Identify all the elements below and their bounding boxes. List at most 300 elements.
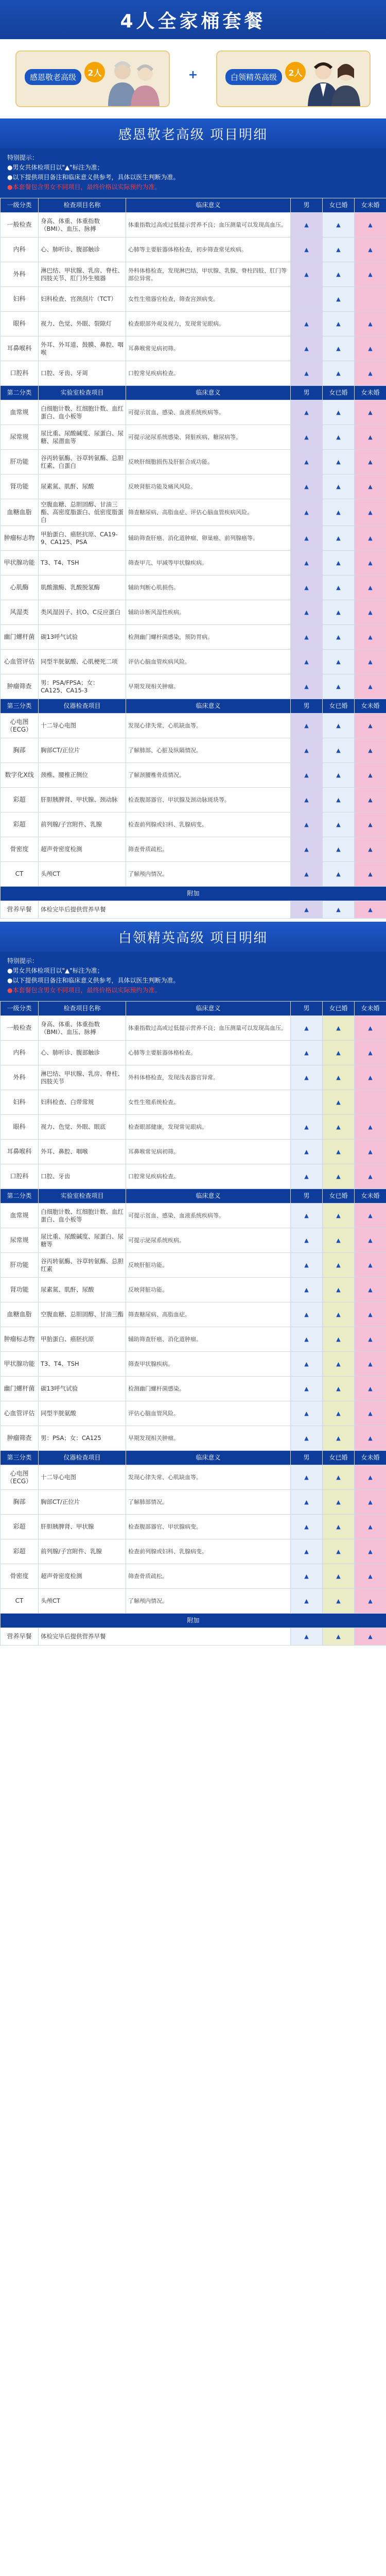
row-clinical-meaning: 检查眼部外观及视力，发现常见眼病。 [126, 312, 291, 336]
section-title: 感恩敬老高级 项目明细 [118, 127, 268, 143]
col-header: 一级分类 [1, 1002, 39, 1016]
note-line: ●男女共体检项目以"▲"标注为准； [7, 967, 103, 974]
row-clinical-meaning: 筛查糖尿病、高脂血症。 [126, 1302, 291, 1327]
row-clinical-meaning: 发现心律失常、心肌缺血等。 [126, 714, 291, 738]
col-header: 女已婚 [323, 1002, 355, 1016]
row-category: 肾功能 [1, 474, 39, 499]
male-mark: ▲ [291, 812, 323, 837]
female-unmarried-mark: ▲ [355, 1302, 386, 1327]
row-item: 胸部CT/正位片 [39, 1490, 126, 1515]
female-unmarried-mark: ▲ [355, 312, 386, 336]
row-clinical-meaning: 了解颅内情况。 [126, 1589, 291, 1614]
row-clinical-meaning: 可提示泌尿系统疾病。 [126, 1228, 291, 1253]
table-row [1, 1539, 386, 1564]
row-category: 妇科 [1, 1090, 39, 1115]
female-married-mark: ▲ [323, 1164, 355, 1189]
row-category: 肝功能 [1, 1253, 39, 1278]
table-row [1, 1490, 386, 1515]
female-married-mark: ▲ [323, 361, 355, 386]
female-unmarried-mark: ▲ [355, 336, 386, 361]
female-married-mark: ▲ [323, 1327, 355, 1352]
table-row [1, 213, 386, 238]
table-row [1, 262, 386, 287]
table-row [1, 575, 386, 600]
row-category: 眼科 [1, 312, 39, 336]
row-clinical-meaning: 体重指数过高或过低提示营养不良；血压测量可以发现高血压。 [126, 213, 291, 238]
male-mark: ▲ [291, 1253, 323, 1278]
table-row [1, 474, 386, 499]
female-unmarried-mark: ▲ [355, 837, 386, 862]
female-married-mark: ▲ [323, 788, 355, 812]
table-row [1, 526, 386, 551]
female-married-mark: ▲ [323, 474, 355, 499]
female-married-mark: ▲ [323, 600, 355, 625]
female-unmarried-mark: ▲ [355, 1352, 386, 1377]
row-category: 彩超 [1, 788, 39, 812]
female-unmarried-mark: ▲ [355, 674, 386, 699]
female-married-mark: ▲ [323, 450, 355, 474]
female-unmarried-mark: ▲ [355, 1115, 386, 1140]
row-category: 一般检查 [1, 213, 39, 238]
table-row [1, 551, 386, 575]
person-count-badge: 2人 [285, 62, 306, 82]
male-mark: ▲ [291, 1228, 323, 1253]
col-header: 实验室检查项目 [39, 1189, 126, 1204]
col-header: 仪器检查项目 [39, 1451, 126, 1465]
table-row [1, 788, 386, 812]
col-header: 男 [291, 699, 323, 714]
female-married-mark: ▲ [323, 862, 355, 887]
row-category: 心血管评估 [1, 1401, 39, 1426]
female-unmarried-mark: ▲ [355, 400, 386, 425]
col-header: 女已婚 [323, 699, 355, 714]
female-unmarried-mark: ▲ [355, 474, 386, 499]
note-line-red: ●本套餐包含男女不同项目，最终价格以实际预约为准。 [7, 987, 161, 994]
female-unmarried-mark: ▲ [355, 1041, 386, 1065]
row-category: 尿常规 [1, 1228, 39, 1253]
row-item: 身高、体重、体重指数（BMI）、血压、脉搏 [39, 213, 126, 238]
row-category: CT [1, 862, 39, 887]
row-clinical-meaning: 筛查糖尿病、高脂血症、评估心脑血管疾病风险。 [126, 499, 291, 526]
female-married-mark: ▲ [323, 837, 355, 862]
section-title-bar [0, 922, 386, 952]
extra-header: 附加 [1, 887, 386, 901]
female-married-mark: ▲ [323, 901, 355, 919]
col-header: 临床意义 [126, 1451, 291, 1465]
row-item: 同型半胱氨酸、心肌梗死二项 [39, 650, 126, 674]
male-mark: ▲ [291, 600, 323, 625]
banner-title: 4人全家桶套餐 [120, 10, 266, 32]
row-category: 外科 [1, 1065, 39, 1090]
row-item: 口腔、牙齿、牙周 [39, 361, 126, 386]
row-category: 血常规 [1, 400, 39, 425]
package-card-white-collar[interactable] [216, 50, 371, 107]
row-category: 肾功能 [1, 1278, 39, 1302]
female-married-mark: ▲ [323, 238, 355, 262]
section-title: 白领精英高级 项目明细 [118, 930, 268, 946]
note-line: 特别提示： [7, 154, 39, 161]
male-mark: ▲ [291, 862, 323, 887]
table-row [1, 650, 386, 674]
female-married-mark: ▲ [323, 1628, 355, 1646]
female-unmarried-mark: ▲ [355, 1426, 386, 1451]
female-unmarried-mark: ▲ [355, 1278, 386, 1302]
row-item: 头颅CT [39, 1589, 126, 1614]
female-unmarried-mark: ▲ [355, 1204, 386, 1228]
female-unmarried-mark: ▲ [355, 1539, 386, 1564]
female-unmarried-mark: ▲ [355, 1164, 386, 1189]
row-clinical-meaning: 口腔常见疾病检查。 [126, 1164, 291, 1189]
row-item: 视力、色觉、外眼、裂隙灯 [39, 312, 126, 336]
row-item: 口腔、牙齿 [39, 1164, 126, 1189]
female-married-mark: ▲ [323, 526, 355, 551]
female-married-mark: ▲ [323, 400, 355, 425]
row-item: 头颅CT [39, 862, 126, 887]
row-clinical-meaning: 可提示泌尿系统感染、肾脏疾病、糖尿病等。 [126, 425, 291, 450]
table-row [1, 812, 386, 837]
row-item: 空腹血糖、总胆固醇、甘油三酯、高密度脂蛋白、低密度脂蛋白 [39, 499, 126, 526]
female-married-mark: ▲ [323, 1090, 355, 1115]
row-item: 体检完毕后提供营养早餐 [39, 1628, 291, 1646]
row-clinical-meaning: 外科体格检查，发现淋巴结、甲状腺、乳腺、脊柱四肢、肛门等部位异常。 [126, 262, 291, 287]
table-row [1, 238, 386, 262]
col-header: 女未婚 [355, 1189, 386, 1204]
table-row [1, 600, 386, 625]
row-item: T3、T4、TSH [39, 1352, 126, 1377]
table-row [1, 1041, 386, 1065]
female-unmarried-mark: ▲ [355, 1589, 386, 1614]
female-unmarried-mark: ▲ [355, 361, 386, 386]
female-unmarried-mark: ▲ [355, 575, 386, 600]
col-header: 一级分类 [1, 198, 39, 213]
table-row [1, 1628, 386, 1646]
row-clinical-meaning: 检测幽门螺杆菌感染。 [126, 1377, 291, 1401]
table-row [1, 1377, 386, 1401]
table-row [1, 1278, 386, 1302]
page-banner [0, 0, 386, 39]
col-header: 第三分类 [1, 699, 39, 714]
table-row [1, 625, 386, 650]
female-unmarried-mark: ▲ [355, 1515, 386, 1539]
row-item: 空腹血糖、总胆固醇、甘油三酯 [39, 1302, 126, 1327]
female-married-mark: ▲ [323, 1016, 355, 1041]
col-header: 女未婚 [355, 386, 386, 400]
male-mark: ▲ [291, 674, 323, 699]
table-row [1, 1327, 386, 1352]
table-row [1, 1426, 386, 1451]
row-category: 血糖血脂 [1, 499, 39, 526]
row-category: 口腔科 [1, 1164, 39, 1189]
female-married-mark: ▲ [323, 1589, 355, 1614]
row-category: 数字化X线 [1, 763, 39, 788]
note-line: ●以下提供项目备注和临床意义供参考，具体以医生判断为准。 [7, 977, 180, 984]
row-clinical-meaning: 耳鼻喉常见病初筛。 [126, 336, 291, 361]
row-item: 淋巴结、甲状腺、乳房、脊柱、四肢关节、肛门外生殖器 [39, 262, 126, 287]
row-clinical-meaning: 检查眼部健康，发现常见眼病。 [126, 1115, 291, 1140]
female-married-mark: ▲ [323, 1352, 355, 1377]
col-header: 临床意义 [126, 1189, 291, 1204]
female-married-mark: ▲ [323, 336, 355, 361]
table-row [1, 1228, 386, 1253]
table-row [1, 1465, 386, 1490]
col-header: 女已婚 [323, 198, 355, 213]
table-row [1, 714, 386, 738]
female-unmarried-mark: ▲ [355, 625, 386, 650]
col-header: 男 [291, 198, 323, 213]
row-category: 肿瘤标志物 [1, 526, 39, 551]
female-married-mark: ▲ [323, 1426, 355, 1451]
female-married-mark: ▲ [323, 812, 355, 837]
row-clinical-meaning: 检查前列腺或妇科、乳腺病变。 [126, 1539, 291, 1564]
female-unmarried-mark: ▲ [355, 812, 386, 837]
row-item: 肌酸激酶、乳酸脱氢酶 [39, 575, 126, 600]
col-header: 男 [291, 1002, 323, 1016]
male-mark: ▲ [291, 788, 323, 812]
row-clinical-meaning: 检查前列腺或妇科、乳腺病变。 [126, 812, 291, 837]
row-clinical-meaning: 外科体格检查，发现浅表器官异常。 [126, 1065, 291, 1090]
table-row [1, 1352, 386, 1377]
col-header: 女已婚 [323, 386, 355, 400]
row-clinical-meaning: 反映肾脏功能及痛风风险。 [126, 474, 291, 499]
male-mark: ▲ [291, 1401, 323, 1426]
row-item: 尿比重、尿酸碱度、尿蛋白、尿糖等 [39, 1228, 126, 1253]
row-item: 视力、色觉、外眼、眼底 [39, 1115, 126, 1140]
row-item: 十二导心电图 [39, 714, 126, 738]
male-mark: ▲ [291, 450, 323, 474]
female-unmarried-mark: ▲ [355, 1016, 386, 1041]
note-line: 特别提示： [7, 957, 39, 964]
package-card-label: 白领精英高级 [225, 69, 282, 85]
female-unmarried-mark [355, 1090, 386, 1115]
male-mark: ▲ [291, 1204, 323, 1228]
table-row [1, 1140, 386, 1164]
male-mark: ▲ [291, 361, 323, 386]
female-married-mark: ▲ [323, 1228, 355, 1253]
male-mark: ▲ [291, 1564, 323, 1589]
female-married-mark: ▲ [323, 499, 355, 526]
extra-header: 附加 [1, 1614, 386, 1628]
row-category: 肝功能 [1, 450, 39, 474]
female-married-mark: ▲ [323, 425, 355, 450]
table-row [1, 1253, 386, 1278]
female-unmarried-mark: ▲ [355, 738, 386, 763]
female-married-mark: ▲ [323, 1041, 355, 1065]
row-item: T3、T4、TSH [39, 551, 126, 575]
male-mark: ▲ [291, 575, 323, 600]
male-mark: ▲ [291, 1352, 323, 1377]
row-item: 妇科检查、白带常规 [39, 1090, 126, 1115]
male-mark: ▲ [291, 763, 323, 788]
col-header: 临床意义 [126, 198, 291, 213]
col-header: 临床意义 [126, 699, 291, 714]
table-row [1, 1564, 386, 1589]
table-row [1, 499, 386, 526]
male-mark: ▲ [291, 1115, 323, 1140]
male-mark: ▲ [291, 499, 323, 526]
male-mark: ▲ [291, 526, 323, 551]
row-item: 颈椎、腰椎正侧位 [39, 763, 126, 788]
row-category: 外科 [1, 262, 39, 287]
female-unmarried-mark: ▲ [355, 1253, 386, 1278]
male-mark: ▲ [291, 1515, 323, 1539]
row-category: 心电图（ECG） [1, 1465, 39, 1490]
female-unmarried-mark: ▲ [355, 1140, 386, 1164]
row-clinical-meaning: 女性生殖系统检查。 [126, 1090, 291, 1115]
row-category: 心电图（ECG） [1, 714, 39, 738]
row-category: 胸部 [1, 738, 39, 763]
table-row [1, 287, 386, 312]
row-item: 心、肺听诊、腹部触诊 [39, 1041, 126, 1065]
row-clinical-meaning: 检查腹部器官、甲状腺病变。 [126, 1515, 291, 1539]
female-unmarried-mark: ▲ [355, 1228, 386, 1253]
row-item: 碳13呼气试验 [39, 625, 126, 650]
row-category: 胸部 [1, 1490, 39, 1515]
row-category: 甲状腺功能 [1, 551, 39, 575]
col-header: 女未婚 [355, 699, 386, 714]
male-mark [291, 1090, 323, 1115]
male-mark: ▲ [291, 238, 323, 262]
col-header: 男 [291, 386, 323, 400]
row-item: 身高、体重、体重指数（BMI）、血压、脉搏 [39, 1016, 126, 1041]
male-mark: ▲ [291, 1539, 323, 1564]
row-clinical-meaning: 筛查骨质疏松。 [126, 837, 291, 862]
row-item: 同型半胱氨酸 [39, 1401, 126, 1426]
row-item: 外耳、外耳道、鼓膜、鼻腔、咽喉 [39, 336, 126, 361]
female-married-mark: ▲ [323, 287, 355, 312]
row-category: 口腔科 [1, 361, 39, 386]
male-mark: ▲ [291, 901, 323, 919]
female-unmarried-mark: ▲ [355, 1401, 386, 1426]
male-mark: ▲ [291, 1490, 323, 1515]
row-category: 肿瘤筛查 [1, 1426, 39, 1451]
row-item: 前列腺/子宫附件、乳腺 [39, 812, 126, 837]
col-header: 实验室检查项目 [39, 386, 126, 400]
package-card-elder[interactable] [15, 50, 170, 107]
female-married-mark: ▲ [323, 714, 355, 738]
male-mark: ▲ [291, 714, 323, 738]
elderly-couple-icon [103, 56, 164, 106]
row-item: 甲胎蛋白、癌胚抗原 [39, 1327, 126, 1352]
female-married-mark: ▲ [323, 1140, 355, 1164]
row-clinical-meaning: 可提示贫血、感染、血液系统疾病等。 [126, 400, 291, 425]
male-mark: ▲ [291, 1065, 323, 1090]
female-unmarried-mark: ▲ [355, 262, 386, 287]
female-married-mark: ▲ [323, 738, 355, 763]
col-header: 女未婚 [355, 1002, 386, 1016]
col-header: 女未婚 [355, 198, 386, 213]
male-mark: ▲ [291, 1140, 323, 1164]
male-mark: ▲ [291, 213, 323, 238]
female-unmarried-mark: ▲ [355, 551, 386, 575]
row-item: 妇科检查、宫颈刮片（TCT） [39, 287, 126, 312]
row-item: 尿素氮、肌酐、尿酸 [39, 474, 126, 499]
female-unmarried-mark: ▲ [355, 1465, 386, 1490]
female-unmarried-mark: ▲ [355, 1065, 386, 1090]
table-row [1, 738, 386, 763]
table-row [1, 361, 386, 386]
table-row [1, 425, 386, 450]
row-category: 内科 [1, 238, 39, 262]
male-mark: ▲ [291, 650, 323, 674]
row-clinical-meaning: 评估心脑血管疾病风险。 [126, 650, 291, 674]
row-category: 心肌酶 [1, 575, 39, 600]
row-clinical-meaning: 耳鼻喉常见病初筛。 [126, 1140, 291, 1164]
note-line-red: ●本套餐包含男女不同项目，最终价格以实际预约为准。 [7, 183, 161, 191]
package-card-label: 感恩敬老高级 [25, 69, 81, 85]
table-row [1, 336, 386, 361]
row-category: 血常规 [1, 1204, 39, 1228]
female-married-mark: ▲ [323, 213, 355, 238]
row-clinical-meaning: 辅助筛查肝癌、消化道肿瘤、卵巢癌、前列腺癌等。 [126, 526, 291, 551]
row-category: 营养早餐 [1, 901, 39, 919]
female-married-mark: ▲ [323, 1564, 355, 1589]
female-unmarried-mark: ▲ [355, 862, 386, 887]
row-category: 骨密度 [1, 837, 39, 862]
row-item: 肝胆胰脾肾、甲状腺、颈动脉 [39, 788, 126, 812]
male-mark: ▲ [291, 1016, 323, 1041]
col-header: 女未婚 [355, 1451, 386, 1465]
row-item: 尿素氮、肌酐、尿酸 [39, 1278, 126, 1302]
row-category: 肿瘤筛查 [1, 674, 39, 699]
note-line: ●男女共体检项目以"▲"标注为准； [7, 164, 103, 171]
row-category: 血糖血脂 [1, 1302, 39, 1327]
row-category: 尿常规 [1, 425, 39, 450]
female-married-mark: ▲ [323, 674, 355, 699]
male-mark: ▲ [291, 474, 323, 499]
table-row [1, 1401, 386, 1426]
table-row [1, 312, 386, 336]
table-row [1, 1164, 386, 1189]
row-item: 超声骨密度检测 [39, 837, 126, 862]
male-mark: ▲ [291, 837, 323, 862]
female-unmarried-mark: ▲ [355, 901, 386, 919]
package-hero [0, 39, 386, 118]
table-row [1, 862, 386, 887]
table-row [1, 1065, 386, 1090]
row-clinical-meaning: 体重指数过高或过低提示营养不良；血压测量可以发现高血压。 [126, 1016, 291, 1041]
female-married-mark: ▲ [323, 1490, 355, 1515]
row-item: 谷丙转氨酶、谷草转氨酶、总胆红素、白蛋白 [39, 450, 126, 474]
row-item: 尿比重、尿酸碱度、尿蛋白、尿糖、尿潜血等 [39, 425, 126, 450]
row-clinical-meaning: 检测幽门螺杆菌感染，预防胃病。 [126, 625, 291, 650]
row-category: 耳鼻喉科 [1, 1140, 39, 1164]
male-mark: ▲ [291, 738, 323, 763]
col-header: 临床意义 [126, 1002, 291, 1016]
table-row [1, 901, 386, 919]
row-item: 淋巴结、甲状腺、乳房、脊柱、四肢关节 [39, 1065, 126, 1090]
col-header: 男 [291, 1189, 323, 1204]
row-clinical-meaning: 口腔常见疾病检查。 [126, 361, 291, 386]
row-item: 心、肺听诊、腹部触诊 [39, 238, 126, 262]
male-mark: ▲ [291, 1302, 323, 1327]
female-unmarried-mark [355, 287, 386, 312]
male-mark: ▲ [291, 336, 323, 361]
female-married-mark: ▲ [323, 1401, 355, 1426]
table-row [1, 400, 386, 425]
female-unmarried-mark: ▲ [355, 450, 386, 474]
row-clinical-meaning: 可提示贫血、感染、血液系统疾病等。 [126, 1204, 291, 1228]
row-clinical-meaning: 心肺等主要脏器体格检查。 [126, 1041, 291, 1065]
row-clinical-meaning: 了解肺部情况。 [126, 1490, 291, 1515]
female-unmarried-mark: ▲ [355, 1628, 386, 1646]
row-clinical-meaning: 早期发现相关肿瘤。 [126, 1426, 291, 1451]
female-married-mark: ▲ [323, 1204, 355, 1228]
note-line: ●以下提供项目备注和临床意义供参考，具体以医生判断为准。 [7, 174, 180, 181]
row-clinical-meaning: 筛查甲状腺疾病。 [126, 1352, 291, 1377]
row-item: 肝胆胰脾肾、甲状腺 [39, 1515, 126, 1539]
row-clinical-meaning: 女性生殖器官检查，筛查宫颈病变。 [126, 287, 291, 312]
female-unmarried-mark: ▲ [355, 213, 386, 238]
